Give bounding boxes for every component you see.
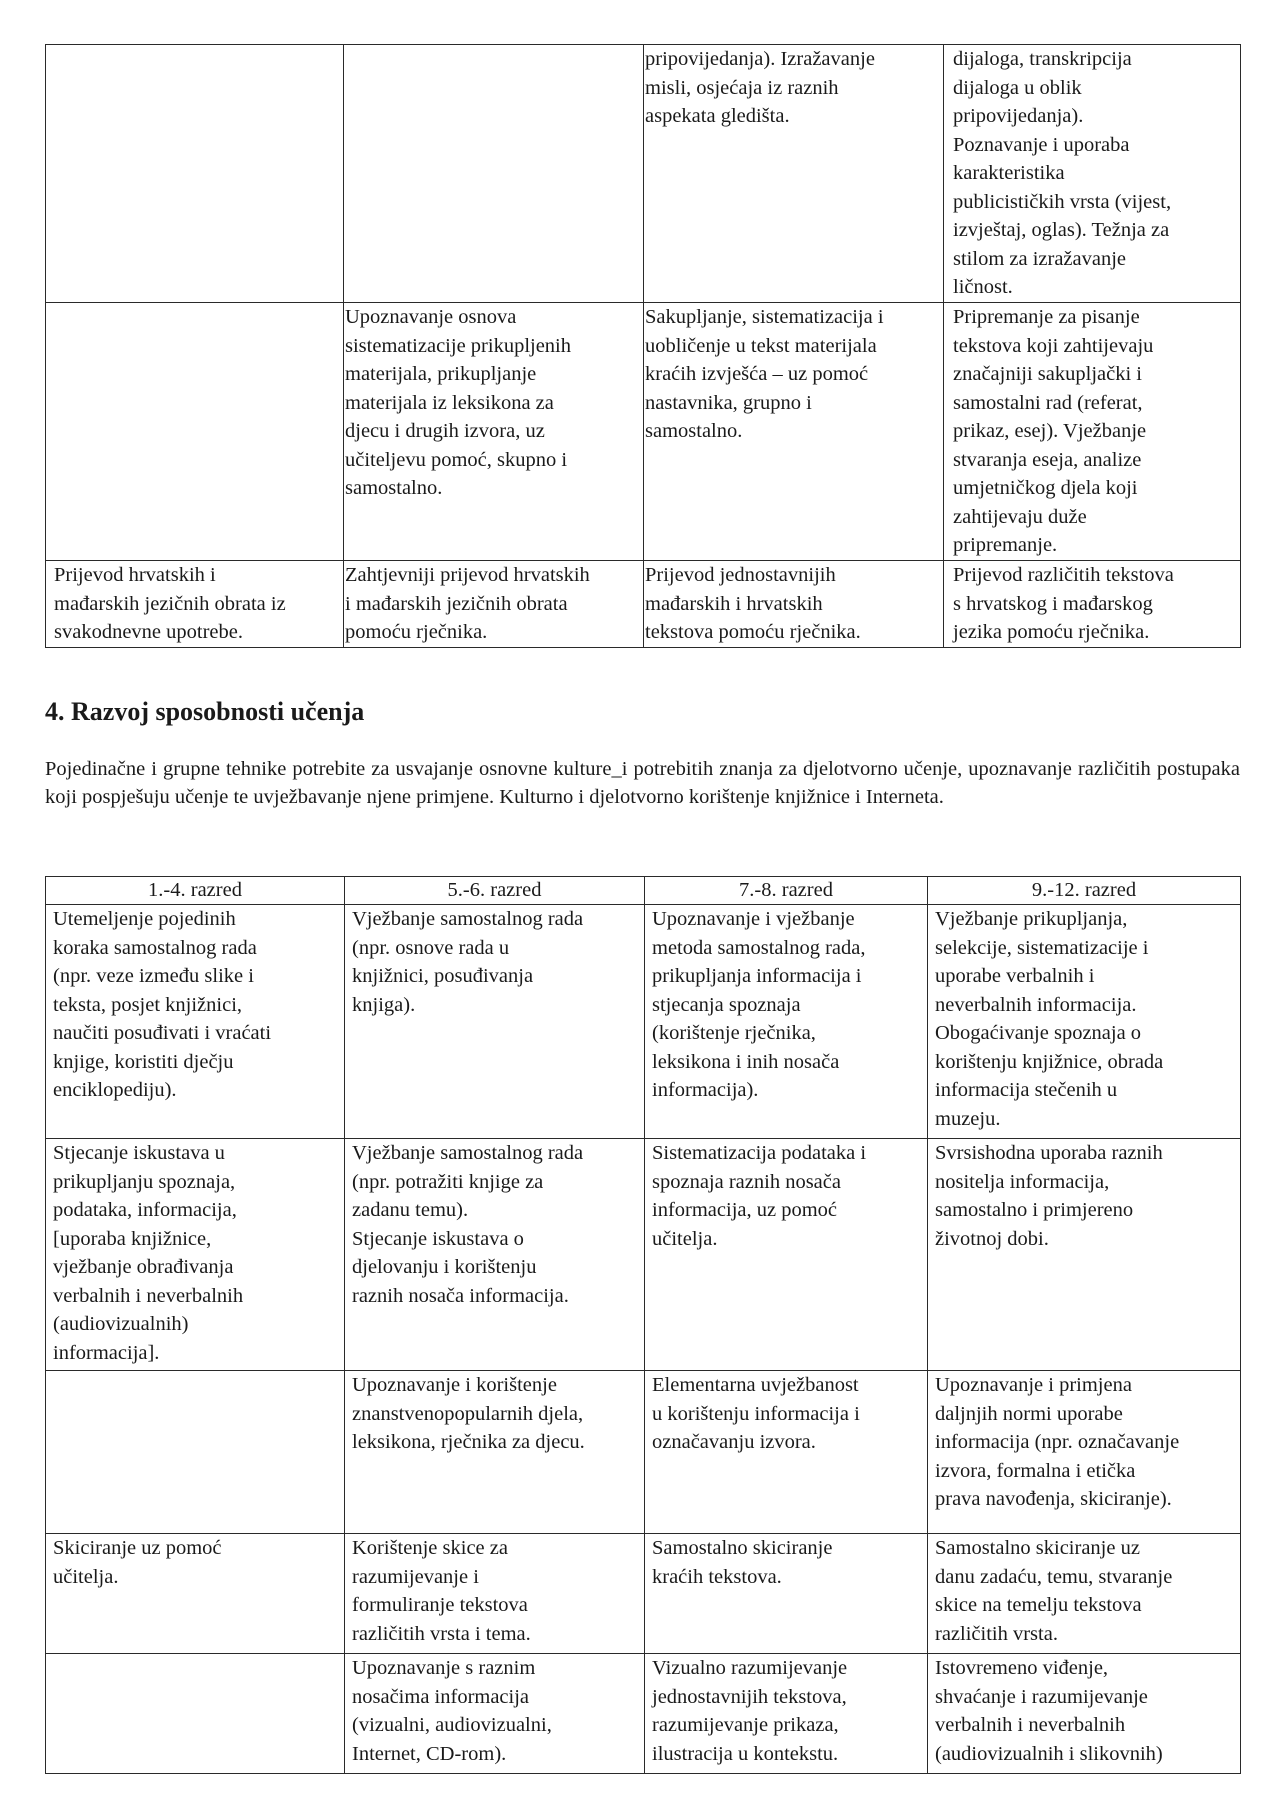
table-cell: Istovremeno viđenje, shvaćanje i razumijevanje verbalnih i neverbalnih (audiovizualnih i slikovnih) [928, 1654, 1241, 1774]
table-row [46, 1371, 1241, 1534]
table-cell: Upoznavanje osnova sistematizacije prikupljenih materijala, prikupljanje materijala iz leksikona za djecu i drugih izvora, uz učiteljevu pomoć, skupno i samostalno. [344, 303, 644, 561]
table-row [46, 1534, 1241, 1654]
table-cell: pripovijedanja). Izražavanje misli, osjećaja iz raznih aspekata gledišta. [644, 45, 944, 303]
table-row [46, 1654, 1241, 1774]
table-row [46, 303, 1241, 561]
table-curriculum-continued [45, 44, 1241, 648]
table-cell: Korištenje skice za razumijevanje i formuliranje tekstova različitih vrsta i tema. [345, 1534, 645, 1654]
table-cell [46, 1654, 345, 1774]
table-cell: Svrsishodna uporaba raznih nositelja informacija, samostalno i primjereno životnoj dobi. [928, 1139, 1241, 1371]
table-cell: Samostalno skiciranje kraćih tekstova. [645, 1534, 928, 1654]
table-row [46, 905, 1241, 1139]
table-cell: Sakupljanje, sistematizacija i uobličenje u tekst materijala kraćih izvješća – uz pomoć nastavnika, grupno i samostalno. [644, 303, 944, 561]
table-cell: Utemeljenje pojedinih koraka samostalnog rada (npr. veze između slike i teksta, posjet knjižnici, naučiti posuđivati i vraćati knjige, koristiti dječju enciklopediju). [46, 905, 345, 1139]
table-cell: Skiciranje uz pomoć učitelja. [46, 1534, 345, 1654]
table-cell: Zahtjevniji prijevod hrvatskih i mađarskih jezičnih obrata pomoću rječnika. [344, 561, 644, 648]
table-row [46, 45, 1241, 303]
table-cell [46, 303, 344, 561]
table-cell: Upoznavanje i primjena daljnjih normi uporabe informacija (npr. označavanje izvora, formalna i etička prava navođenja, skiciranje). [928, 1371, 1241, 1534]
column-header: 7.-8. razred [645, 877, 928, 905]
table-cell: Vježbanje prikupljanja, selekcije, sistematizacije i uporabe verbalnih i neverbalnih informacija. Obogaćivanje spoznaja o korištenju knjižnice, obrada informacija stečenih u muzeju. [928, 905, 1241, 1139]
table-cell: dijaloga, transkripcija dijaloga u oblik pripovijedanja). Poznavanje i uporaba karakteristika publicističkih vrsta (vijest, izvještaj, oglas). Težnja za stilom za izražavanje ličnost. [944, 45, 1241, 303]
table-header-row [46, 877, 1241, 905]
section-heading: 4. Razvoj sposobnosti učenja [45, 697, 365, 726]
table-cell: Pripremanje za pisanje tekstova koji zahtijevaju značajniji sakupljački i samostalni rad (referat, prikaz, esej). Vježbanje stvaranja eseja, analize umjetničkog djela koji zahtijevaju duže pripremanje. [944, 303, 1241, 561]
table-cell: Upoznavanje i korištenje znanstvenopopularnih djela, leksikona, rječnika za djecu. [345, 1371, 645, 1534]
table-cell: Vježbanje samostalnog rada (npr. potražiti knjige za zadanu temu). Stjecanje iskustava o djelovanju i korištenju raznih nosača informacija. [345, 1139, 645, 1371]
table-cell: Prijevod različitih tekstova s hrvatskog i mađarskog jezika pomoću rječnika. [944, 561, 1241, 648]
column-header: 9.-12. razred [928, 877, 1241, 905]
table-cell: Stjecanje iskustava u prikupljanju spoznaja, podataka, informacija, [uporaba knjižnice, vježbanje obrađivanja verbalnih i neverbalnih (audiovizualnih) informacija]. [46, 1139, 345, 1371]
table-cell: Samostalno skiciranje uz danu zadaću, temu, stvaranje skice na temelju tekstova različitih vrsta. [928, 1534, 1241, 1654]
table-cell: Vježbanje samostalnog rada (npr. osnove rada u knjižnici, posuđivanja knjiga). [345, 905, 645, 1139]
section-paragraph: Pojedinačne i grupne tehnike potrebite za usvajanje osnovne kulture_i potrebitih znanja za djelotvorno učenje, upoznavanje različitih postupaka koji pospješuju učenje te uvježbavanje njene primjene. Kulturno i djelotvorno korištenje knjižnice i Interneta. [45, 758, 1240, 808]
table-cell [46, 45, 344, 303]
table-cell: Prijevod hrvatskih i mađarskih jezičnih obrata iz svakodnevne upotrebe. [46, 561, 344, 648]
table-cell [46, 1371, 345, 1534]
table-cell: Prijevod jednostavnijih mađarskih i hrvatskih tekstova pomoću rječnika. [644, 561, 944, 648]
table-cell [344, 45, 644, 303]
column-header: 1.-4. razred [46, 877, 345, 905]
table-row [46, 561, 1241, 648]
column-header: 5.-6. razred [345, 877, 645, 905]
table-cell: Upoznavanje s raznim nosačima informacija (vizualni, audiovizualni, Internet, CD-rom). [345, 1654, 645, 1774]
table-learning-skills [45, 876, 1241, 1774]
table-cell: Elementarna uvježbanost u korištenju informacija i označavanju izvora. [645, 1371, 928, 1534]
table-row [46, 1139, 1241, 1371]
table-cell: Sistematizacija podataka i spoznaja raznih nosača informacija, uz pomoć učitelja. [645, 1139, 928, 1371]
table-cell: Vizualno razumijevanje jednostavnijih tekstova, razumijevanje prikaza, ilustracija u kontekstu. [645, 1654, 928, 1774]
table-cell: Upoznavanje i vježbanje metoda samostalnog rada, prikupljanja informacija i stjecanja spoznaja (korištenje rječnika, leksikona i inih nosača informacija). [645, 905, 928, 1139]
